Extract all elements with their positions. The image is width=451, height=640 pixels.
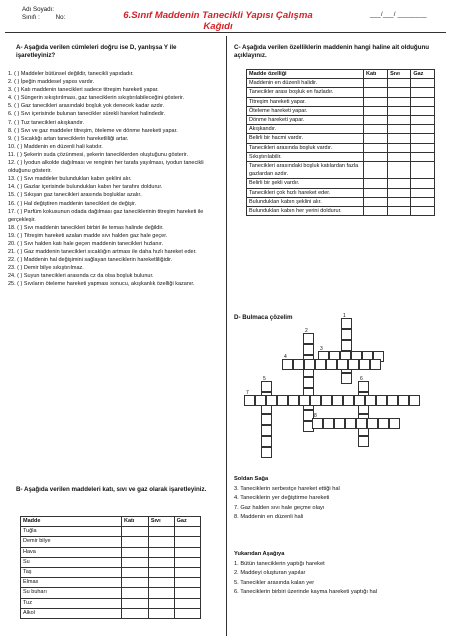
crossword-cell[interactable] [370,359,381,370]
answer-cell[interactable] [411,197,435,206]
answer-cell[interactable] [148,588,174,598]
answer-cell[interactable] [388,188,411,197]
answer-cell[interactable] [388,88,411,97]
clue-item: 2. Maddeyi oluşturan yapılar [234,570,306,576]
answer-cell[interactable] [411,79,435,88]
answer-cell[interactable] [411,162,435,179]
crossword-cell[interactable] [332,395,343,406]
table-row [21,557,201,567]
crossword-cell[interactable] [310,395,321,406]
crossword-cell[interactable] [409,395,420,406]
question-item: 22. ( ) Maddenin hal değişimini sağlayan taneciklerin hareketliliğidir. [8,257,173,264]
clue-number: 6 [360,376,363,382]
question-item: 16. ( ) Hal değiştiren maddenin tanecikleri de değişir. [8,200,137,207]
row-label: Taş [21,567,122,577]
answer-cell[interactable] [122,547,149,557]
crossword-cell[interactable] [337,359,348,370]
crossword-cell[interactable] [266,395,277,406]
clue-number: 7 [246,390,249,396]
table-row [21,527,201,537]
crossword-cell[interactable] [303,344,314,355]
section-c-table [246,69,435,216]
name-label: Adı Soyadı: [22,6,54,13]
row-label: Hava [21,547,122,557]
section-b-table [20,516,201,619]
answer-cell[interactable] [122,608,149,618]
column-header: Madde [21,517,122,527]
table-row [21,588,201,598]
no-label: No: [55,14,66,21]
clue-number: 1 [343,313,346,319]
crossword-cell[interactable] [356,418,367,429]
answer-cell[interactable] [122,557,149,567]
answer-cell[interactable] [122,598,149,608]
table-header-row [21,517,201,527]
answer-cell[interactable] [122,537,149,547]
down-clues [234,550,444,598]
table-row [247,79,435,88]
table-row [21,537,201,547]
answer-cell[interactable] [388,152,411,161]
crossword-cell[interactable] [358,436,369,447]
answer-cell[interactable] [364,106,388,115]
row-label: Elmas [21,578,122,588]
table-row [247,179,435,188]
question-item: 8. ( ) Sıvı ve gaz maddeler titreşim, öteleme ve dönme hareketi yapar. [8,127,178,134]
crossword-cell[interactable] [341,340,352,351]
question-item: 13. ( ) Sıvı maddeler bulundukları kabın şeklini alır. [8,176,132,183]
question-item: 12. ( ) İyodun alkolde dağılması ve renginin her tarafa yayılması, iyodun tanecikli olduğunu gösterir. [8,160,204,175]
crossword-cell[interactable] [261,381,272,392]
crossword-cell[interactable] [293,359,304,370]
answer-cell[interactable] [388,197,411,206]
section-c-title: C- Aşağıda verilen özelliklerin maddenin hangi haline ait olduğunu açıklayınız. [234,44,430,59]
column-divider [226,36,227,636]
column-header: Madde özelliği [247,70,364,79]
row-label: Bulundukları kabın her yerini doldurur. [247,207,364,216]
crossword-cell[interactable] [312,418,323,429]
column-header: Katı [122,517,149,527]
table-row [247,152,435,161]
row-label: Maddenin en düzenli halidir. [247,79,364,88]
answer-cell[interactable] [388,97,411,106]
across-clues [234,475,444,523]
question-item: 24. ( ) Suyun tanecikleri arasında cz da olsa boşluk bulunur. [8,273,154,280]
question-item: 15. ( ) Sıkışan gaz tanecikleri arasında boşluklar azalır. [8,192,142,199]
crossword-cell[interactable] [376,395,387,406]
crossword-cell[interactable] [341,329,352,340]
row-label: Su [21,557,122,567]
table-row [21,547,201,557]
table-row [247,116,435,125]
answer-cell[interactable] [148,567,174,577]
question-item: 20. ( ) Sıvı halden katı hale geçen maddenin tanecikleri hızlanır. [8,240,164,247]
clue-item: 5. Tanecikler arasında kalan yer [234,579,315,586]
crossword-cell[interactable] [299,395,310,406]
crossword-cell[interactable] [367,418,378,429]
clue-item: 8. Maddenin en düzenli hali [234,514,304,520]
class-label: Sınıfı : [22,14,40,21]
table-row [21,598,201,608]
row-label: Tanecikler arası boşluk en fazladır. [247,88,364,97]
table-row [247,134,435,143]
crossword-cell[interactable] [277,395,288,406]
answer-cell[interactable] [364,116,388,125]
answer-cell[interactable] [411,179,435,188]
crossword-cell[interactable] [389,418,400,429]
question-item: 6. ( ) Sıvı içerisinde bulunan tanecikler sürekli hareket halindedir. [8,111,166,118]
clue-item: 6. Taneciklerin birbiri üzerinde kayma hareketi yaptığı hal [234,589,378,595]
answer-cell[interactable] [364,188,388,197]
crossword-cell[interactable] [261,425,272,436]
row-label: Dönme hareketi yapar. [247,116,364,125]
answer-cell[interactable] [364,88,388,97]
answer-cell[interactable] [174,608,200,618]
crossword-cell[interactable] [354,395,365,406]
answer-cell[interactable] [174,578,200,588]
answer-cell[interactable] [148,608,174,618]
answer-cell[interactable] [148,598,174,608]
crossword-cell[interactable] [358,381,369,392]
question-item: 17. ( ) Parfüm kokusunun odada dağılması gaz taneciklerinin titreşim hareketi ile gerçekleşir. [8,208,204,223]
crossword-cell[interactable] [365,395,376,406]
page-title: 6.Sınıf Maddenin Tanecikli Yapısı Çalışma Kağıdı [123,10,313,32]
answer-cell[interactable] [364,125,388,134]
crossword-cell[interactable] [387,395,398,406]
answer-cell[interactable] [364,79,388,88]
question-item: 18. ( ) Sıvı maddenin tanecikleri birbiri ile temas halinde değildir. [8,224,164,231]
answer-cell[interactable] [364,179,388,188]
student-info [8,6,65,22]
answer-cell[interactable] [174,557,200,567]
clue-item: 4. Taneciklerin yer değiştirme hareketi [234,495,330,501]
column-header: Sıvı [148,517,174,527]
table-row [21,567,201,577]
answer-cell[interactable] [148,578,174,588]
table-row [247,188,435,197]
crossword-cell[interactable] [326,359,337,370]
answer-cell[interactable] [388,125,411,134]
answer-cell[interactable] [148,557,174,567]
answer-cell[interactable] [364,97,388,106]
crossword-cell[interactable] [261,447,272,458]
answer-cell[interactable] [411,125,435,134]
crossword-cell[interactable] [282,359,293,370]
row-label: Belirli bir hacmi vardır. [247,134,364,143]
question-item: 14. ( ) Gazlar içerisinde bulundukları kabın her tarafını doldurur. [8,184,163,191]
table-row [247,207,435,216]
crossword-cell[interactable] [315,359,326,370]
crossword-cell[interactable] [261,414,272,425]
answer-cell[interactable] [364,143,388,152]
crossword-cell[interactable] [343,395,354,406]
class-no-line [8,14,65,22]
answer-cell[interactable] [388,134,411,143]
row-label: Öteleme hareketi yapar. [247,106,364,115]
clue-item: 7. Gaz halden sıvı hale geçme olayı [234,504,325,511]
row-label: Tanecikleri arasındaki boşluk katılardan fazla gazlardan azdır. [247,162,364,179]
answer-cell[interactable] [364,134,388,143]
question-item: 3. ( ) Katı maddenin tanecikleri sadece titreşim hareketi yapar. [8,87,159,94]
crossword-cell[interactable] [244,395,255,406]
question-item: 7. ( ) Tuz tanecikleri akışkandır. [8,119,85,126]
crossword-cell[interactable] [359,359,370,370]
answer-cell[interactable] [148,527,174,537]
clue-number: 4 [284,354,287,360]
question-item: 9. ( ) Sıcaklığı artan taneciklerin hareketliliği artar. [8,135,129,142]
table-row [247,125,435,134]
question-item: 2. ( ) İpeğin maddesel yapısı vardır. [8,79,95,86]
table-row [247,162,435,179]
answer-cell[interactable] [411,143,435,152]
across-title: Soldan Sağa [234,476,269,482]
clue-number: 3 [320,346,323,352]
answer-cell[interactable] [122,578,149,588]
answer-cell[interactable] [174,567,200,577]
row-label: Akışkandır. [247,125,364,134]
answer-cell[interactable] [122,527,149,537]
question-item: 21. ( ) Gaz maddenin tanecikleri sıcaklığın artması ile daha hızlı hareket eder. [8,249,197,256]
crossword-cell[interactable] [345,418,356,429]
table-header-row [247,70,435,79]
row-label: Belirli bir şekli vardır. [247,179,364,188]
row-label: Titreşim hareketi yapar. [247,97,364,106]
question-item: 25. ( ) Sıvıların öteleme hareketi yapması sonucu, akışkanlık özelliği kazanır. [8,281,195,288]
answer-cell[interactable] [388,116,411,125]
header-divider [5,32,446,33]
answer-cell[interactable] [388,179,411,188]
answer-cell[interactable] [174,598,200,608]
answer-cell[interactable] [388,79,411,88]
answer-cell[interactable] [411,106,435,115]
row-label: Tuz [21,598,122,608]
crossword-cell[interactable] [341,373,352,384]
answer-cell[interactable] [174,537,200,547]
answer-cell[interactable] [388,207,411,216]
answer-cell[interactable] [174,527,200,537]
row-label: Alkol [21,608,122,618]
crossword-cell[interactable] [321,395,332,406]
answer-cell[interactable] [174,547,200,557]
question-item: 5. ( ) Gaz tanecikleri arasındaki boşluk yok denecek kadar azdır. [8,103,165,110]
column-header: Gaz [174,517,200,527]
answer-cell[interactable] [174,588,200,598]
crossword-cell[interactable] [303,377,314,388]
crossword-cell[interactable] [255,395,266,406]
crossword-cell[interactable] [348,359,359,370]
crossword-cell[interactable] [341,318,352,329]
answer-cell[interactable] [411,97,435,106]
row-label: Sıkıştırılabilir. [247,152,364,161]
answer-cell[interactable] [388,143,411,152]
answer-cell[interactable] [411,188,435,197]
crossword-cell[interactable] [334,418,345,429]
row-label: Tanecikleri çok hızlı hareket eder. [247,188,364,197]
table-row [247,106,435,115]
row-label: Demir bilye [21,537,122,547]
answer-cell[interactable] [148,547,174,557]
row-label: Tuğla [21,527,122,537]
table-row [247,97,435,106]
column-header: Sıvı [388,70,411,79]
answer-cell[interactable] [364,162,388,179]
clue-number: 2 [305,328,308,334]
clue-number: 5 [263,376,266,382]
crossword-cell[interactable] [304,359,315,370]
table-row [21,578,201,588]
crossword-cell[interactable] [261,436,272,447]
question-item: 19. ( ) Titreşim hareketi azalan madde sıvı halden gaz hale geçer. [8,232,168,239]
answer-cell[interactable] [411,152,435,161]
answer-cell[interactable] [364,197,388,206]
section-a-questions [8,70,220,289]
crossword-cell[interactable] [378,418,389,429]
answer-cell[interactable] [364,152,388,161]
answer-cell[interactable] [388,106,411,115]
down-title: Yukarıdan Aşağıya [234,551,285,557]
table-row [247,197,435,206]
crossword-cell[interactable] [323,418,334,429]
question-item: 1. ( ) Maddeler bütünsel değildir, tanecikli yapıdadır. [8,71,134,77]
table-row [21,608,201,618]
section-a-title: A- Aşağıda verilen cümleleri doğru ise D, yanlışsa Y ile işaretleyiniz? [16,44,177,59]
column-header: Katı [364,70,388,79]
question-item: 23. ( ) Demir bilye sıkıştırılmaz. [8,265,84,272]
question-item: 4. ( ) Süngerin sıkıştırılması, gaz taneciklerin sıkıştırılabileceğini gösterir. [8,95,185,102]
date-field: ___/___/ ________ [370,11,427,18]
row-label: Bulundukları kabın şeklini alır. [247,197,364,206]
row-label: Tanecikleri arasında boşluk vardır. [247,143,364,152]
answer-cell[interactable] [411,116,435,125]
answer-cell[interactable] [411,134,435,143]
clue-number: 8 [314,413,317,419]
question-item: 11. ( ) Şekerin suda çözünmesi, şekerin taneciklerden oluştuğunu gösterir. [8,151,188,158]
crossword-cell[interactable] [303,333,314,344]
column-header: Gaz [411,70,435,79]
clue-item: 1. Bütün taneciklerin yaptığı hareket [234,560,325,567]
section-b-title: B- Aşağıda verilen maddeleri katı, sıvı ve gaz olarak işaretleyiniz. [16,486,207,493]
question-item: 10. ( ) Maddenin en düzenli hali katıdır. [8,143,103,150]
crossword-cell[interactable] [398,395,409,406]
row-label: Su buharı [21,588,122,598]
answer-cell[interactable] [411,88,435,97]
answer-cell[interactable] [411,207,435,216]
answer-cell[interactable] [148,537,174,547]
crossword-cell[interactable] [288,395,299,406]
table-row [247,143,435,152]
clue-item: 3. Taneciklerin serbestçe hareket ettiği hal [234,485,340,492]
answer-cell[interactable] [388,162,411,179]
section-d-title: D- Bulmaca çözelim [234,314,293,321]
answer-cell[interactable] [122,567,149,577]
answer-cell[interactable] [122,588,149,598]
answer-cell[interactable] [364,207,388,216]
table-row [247,88,435,97]
